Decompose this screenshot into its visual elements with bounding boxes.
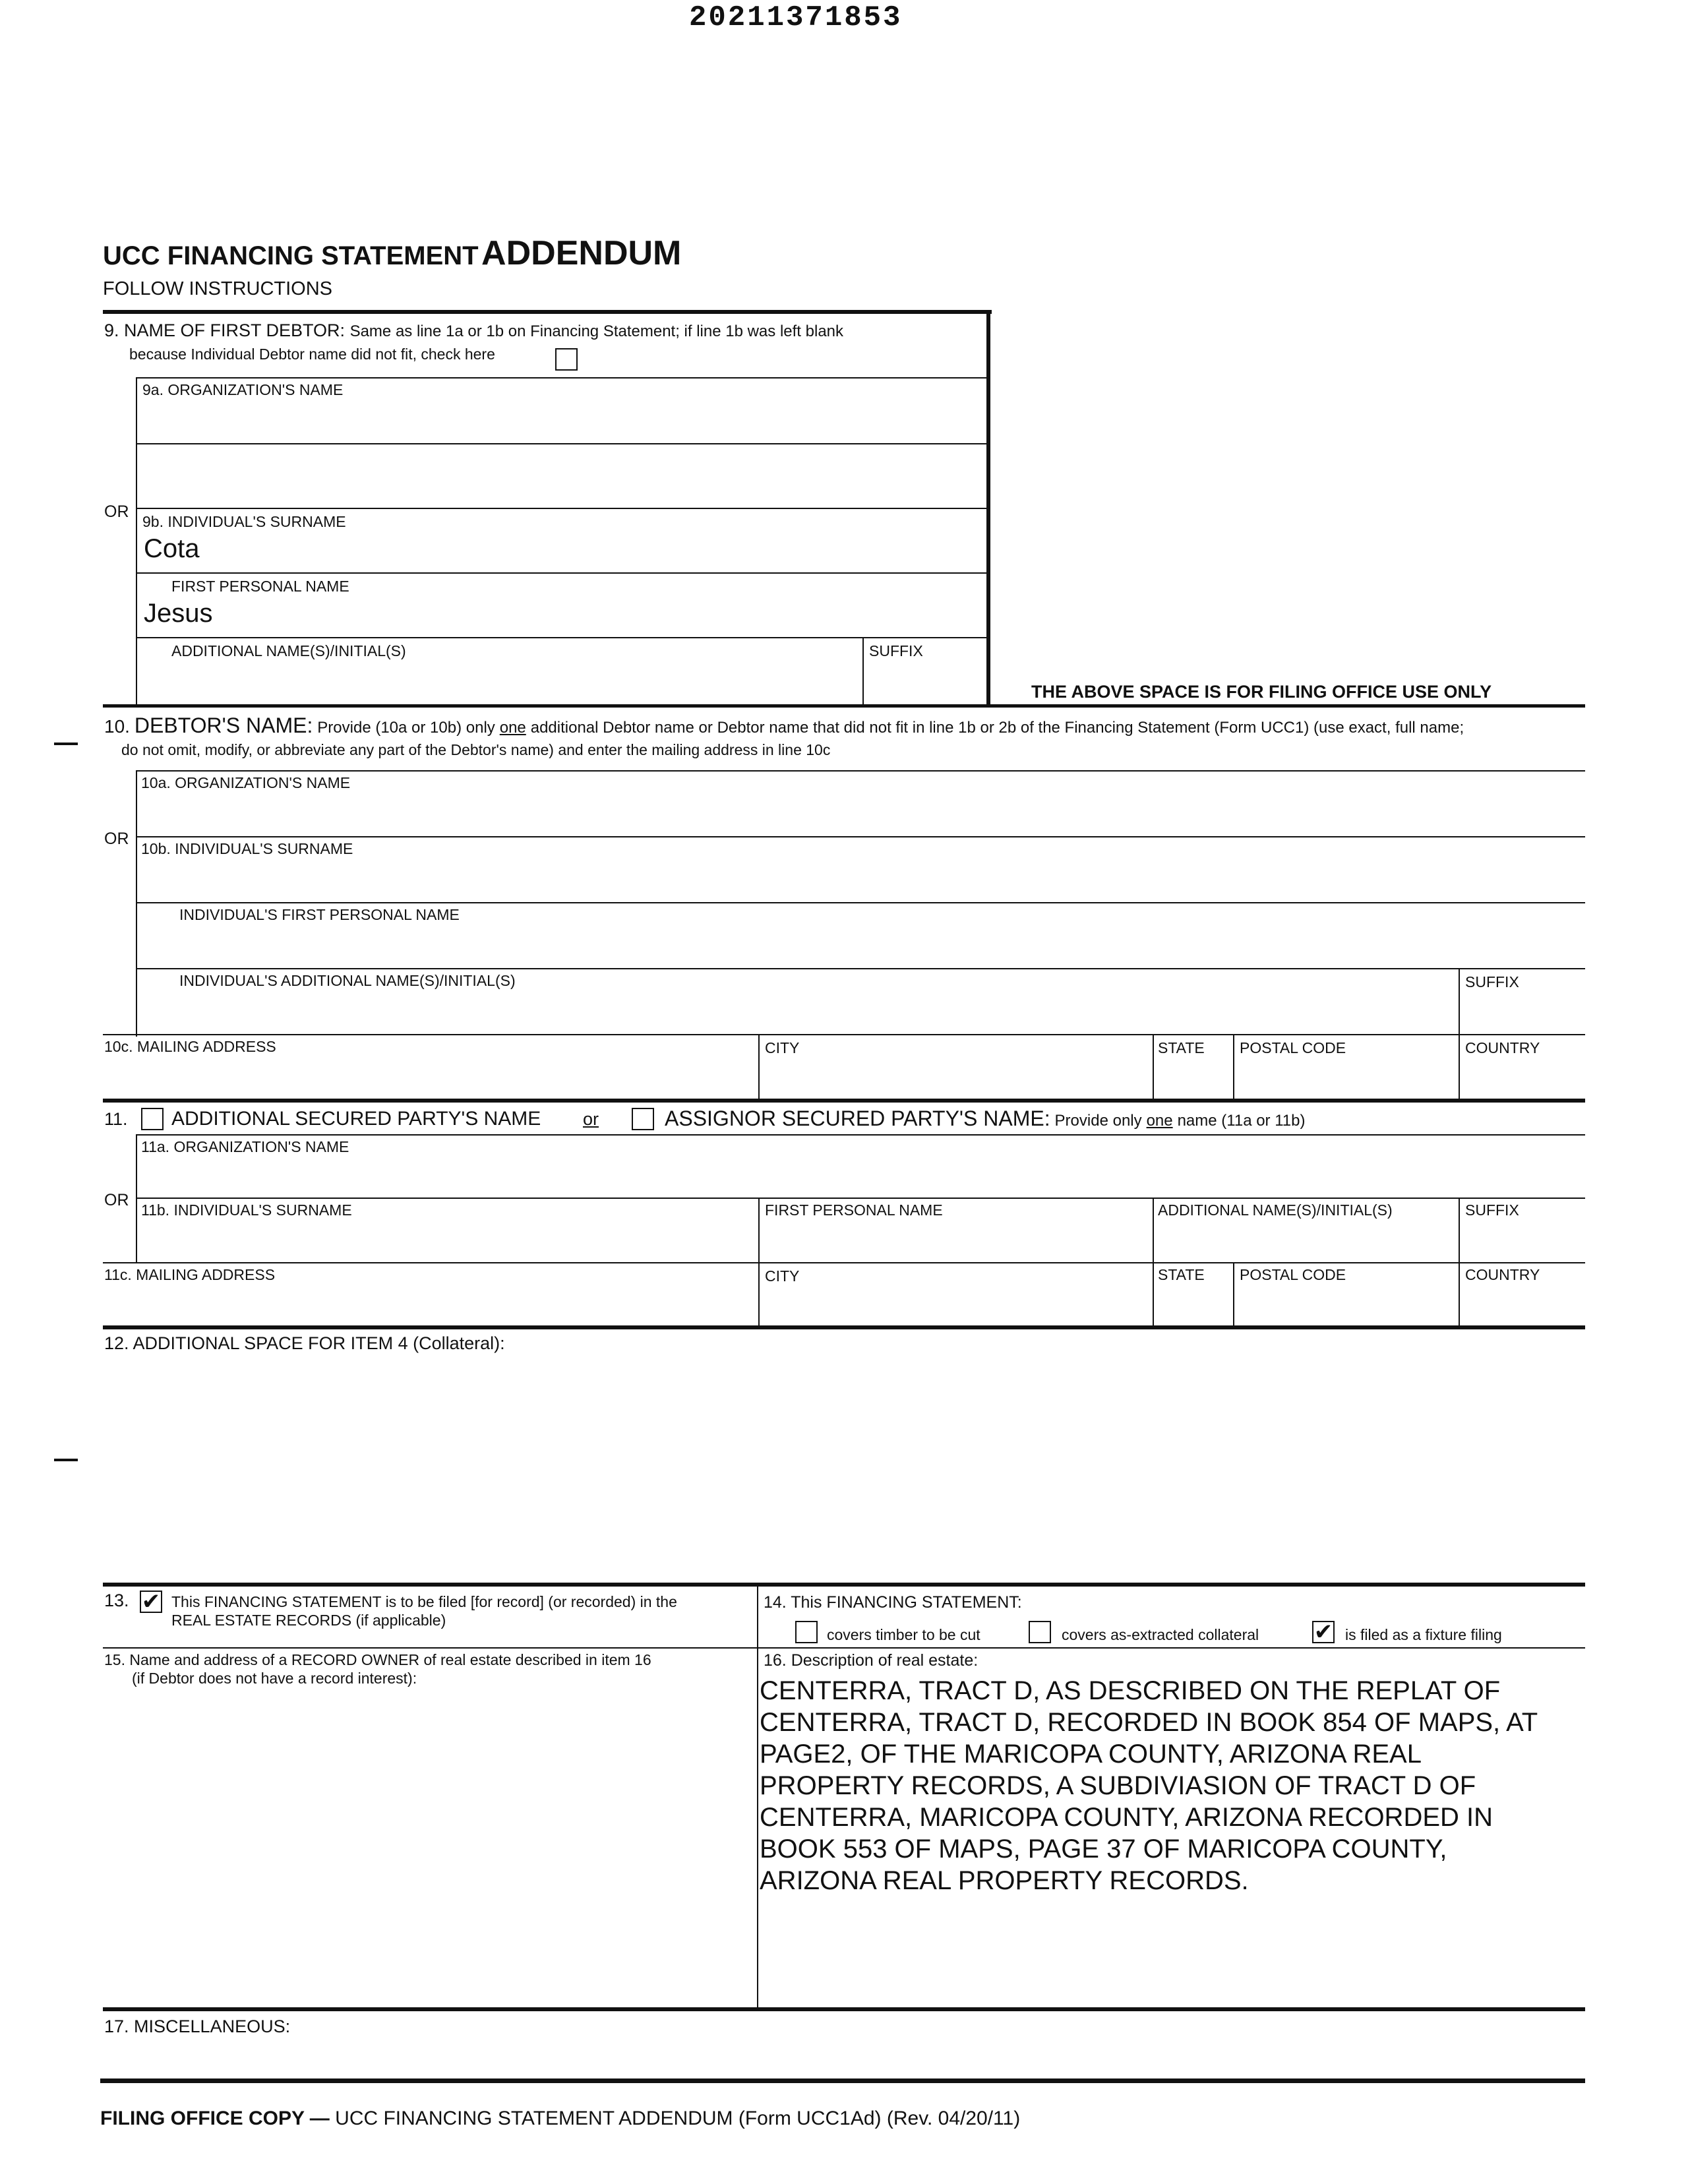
s17-label: 17. MISCELLANEOUS: [104, 2017, 291, 2036]
s14-timber-label: covers timber to be cut [827, 1626, 980, 1643]
s14-extracted-label: covers as-extracted collateral [1062, 1626, 1259, 1643]
s9-note2: because Individual Debtor name did not fit, check here [129, 346, 495, 363]
s11-first-label: FIRST PERSONAL NAME [765, 1201, 943, 1219]
s13-s14-divider [757, 1587, 758, 2009]
s11b-label: 11b. INDIVIDUAL'S SURNAME [141, 1201, 352, 1219]
s9-line-d [136, 572, 988, 574]
s10b-label: 10b. INDIVIDUAL'S SURNAME [141, 840, 353, 857]
s11-additional-label: ADDITIONAL SECURED PARTY'S NAME [171, 1108, 541, 1130]
s11-additional-name-label: ADDITIONAL NAME(S)/INITIAL(S) [1158, 1201, 1393, 1219]
s12-label: 12. ADDITIONAL SPACE FOR ITEM 4 (Collateral): [104, 1333, 505, 1353]
s13-top-border [103, 1583, 1585, 1587]
s10-city-label: CITY [765, 1039, 800, 1056]
s16-description-line: PROPERTY RECORDS, A SUBDIVIASION OF TRACT D OF [760, 1771, 1476, 1800]
s14-fixture-checkbox[interactable]: ✔ [1312, 1621, 1335, 1643]
s9-left-border [136, 377, 137, 706]
form-title-main: UCC FINANCING STATEMENT [103, 241, 479, 270]
s9b-surname-value: Cota [144, 534, 200, 563]
s14-fixture-label: is filed as a fixture filing [1345, 1626, 1502, 1643]
s11-line-a [136, 1134, 1585, 1136]
s11-city-label: CITY [765, 1267, 800, 1285]
s11-line-c [103, 1262, 1585, 1263]
s11-left-border [136, 1134, 137, 1263]
filing-office-note: THE ABOVE SPACE IS FOR FILING OFFICE USE ONLY [1031, 682, 1492, 702]
form-title-addendum: ADDENDUM [481, 234, 682, 272]
s11-num: 11. [104, 1109, 128, 1129]
s9-suffix-divider [862, 637, 864, 706]
s15-line2: (if Debtor does not have a record interest): [132, 1670, 417, 1687]
s10-suffix-label: SUFFIX [1465, 973, 1519, 990]
s16-label: 16. Description of real estate: [764, 1651, 979, 1670]
s11-postal-label: POSTAL CODE [1240, 1266, 1346, 1283]
s14-title: 14. This FINANCING STATEMENT: [764, 1593, 1022, 1612]
s11-postal-divider [1233, 1262, 1234, 1327]
s10-country-label: COUNTRY [1465, 1039, 1540, 1056]
s11-suffix-label: SUFFIX [1465, 1201, 1519, 1219]
s14-extracted-checkbox[interactable] [1029, 1621, 1051, 1643]
s16-description-line: ARIZONA REAL PROPERTY RECORDS. [760, 1866, 1249, 1895]
s11-or: or [583, 1109, 599, 1129]
s10-line-e [103, 1034, 1585, 1035]
s9-top-border [103, 310, 992, 314]
s9-line-c [136, 508, 988, 509]
s11a-label: 11a. ORGANIZATION'S NAME [141, 1138, 349, 1155]
s14-timber-checkbox[interactable] [795, 1621, 818, 1643]
s10-country-divider [1459, 1034, 1460, 1100]
s10-line-a [136, 770, 1585, 772]
s10-state-divider [1153, 1034, 1154, 1100]
s12-top-border [103, 1325, 1585, 1329]
s10-title: 10. DEBTOR'S NAME: Provide (10a or 10b) only one additional Debtor name or Debtor name that did not fit in line 1b or 2b of the Financing Statement (Form UCC1) (use exact, full name; [104, 713, 1464, 737]
s11-state-label: STATE [1158, 1266, 1205, 1283]
s9-first-value: Jesus [144, 599, 213, 628]
document-number: 20211371853 [689, 1, 903, 34]
s11-additional-checkbox[interactable] [141, 1108, 164, 1130]
s9-suffix-label: SUFFIX [869, 642, 923, 659]
s10-suffix-divider [1459, 968, 1460, 1037]
s10-or: OR [104, 830, 129, 848]
s10-note2: do not omit, modify, or abbreviate any part of the Debtor's name) and enter the mailing address in line 10c [121, 741, 831, 758]
s10-city-divider [758, 1034, 760, 1100]
s13-line1: This FINANCING STATEMENT is to be filed [for record] (or recorded) in the [171, 1593, 677, 1610]
s11-or-side: OR [104, 1191, 129, 1209]
s10-additional-label: INDIVIDUAL'S ADDITIONAL NAME(S)/INITIAL(S) [179, 972, 516, 989]
s9-additional-label: ADDITIONAL NAME(S)/INITIAL(S) [171, 642, 406, 659]
s9-line-a [136, 377, 988, 379]
s15-top-border [103, 1647, 1585, 1649]
s11-assignor-checkbox[interactable] [632, 1108, 654, 1130]
s13-num: 13. [104, 1591, 129, 1610]
s9b-label: 9b. INDIVIDUAL'S SURNAME [142, 513, 346, 530]
s16-description-line: CENTERRA, TRACT D, RECORDED IN BOOK 854 OF MAPS, AT [760, 1708, 1538, 1737]
s16-description-line: BOOK 553 OF MAPS, PAGE 37 OF MARICOPA COUNTY, [760, 1835, 1447, 1864]
s9-line-e [136, 637, 988, 638]
s16-description [760, 1675, 1538, 1896]
s10-state-label: STATE [1158, 1039, 1205, 1056]
s16-description-line: CENTERRA, MARICOPA COUNTY, ARIZONA RECORDED IN [760, 1803, 1493, 1832]
s16-description-line: PAGE2, OF THE MARICOPA COUNTY, ARIZONA REAL [760, 1740, 1422, 1769]
s11-top-border [103, 1099, 1585, 1103]
s11-country-label: COUNTRY [1465, 1266, 1540, 1283]
s15-line1: 15. Name and address of a RECORD OWNER of real estate described in item 16 [104, 1651, 651, 1668]
s10c-label: 10c. MAILING ADDRESS [104, 1038, 276, 1055]
s10-left-border [136, 770, 137, 1037]
footer-top-border [100, 2078, 1585, 2083]
s10-line-b [136, 836, 1585, 837]
s11-assignor-label: ASSIGNOR SECURED PARTY'S NAME: Provide only one name (11a or 11b) [665, 1107, 1306, 1130]
form-title [103, 233, 681, 273]
s13-checkbox[interactable]: ✔ [140, 1591, 162, 1613]
s11c-label: 11c. MAILING ADDRESS [104, 1266, 276, 1283]
s11-line-b [136, 1198, 1585, 1199]
s10-line-c [136, 902, 1585, 903]
s9-checkbox[interactable] [555, 348, 578, 371]
s9-or: OR [104, 502, 129, 521]
s16-description-line: CENTERRA, TRACT D, AS DESCRIBED ON THE REPLAT OF [760, 1676, 1501, 1705]
s9a-label: 9a. ORGANIZATION'S NAME [142, 381, 344, 398]
s10-top-border [103, 704, 1585, 708]
footer-text: FILING OFFICE COPY — UCC FINANCING STATEMENT ADDENDUM (Form UCC1Ad) (Rev. 04/20/11) [100, 2108, 1021, 2129]
s9-line-b [136, 443, 988, 444]
margin-mark-2 [54, 1459, 78, 1461]
s10-line-d [136, 968, 1585, 969]
s10-postal-divider [1233, 1034, 1234, 1100]
s10a-label: 10a. ORGANIZATION'S NAME [141, 774, 351, 791]
s13-line2: REAL ESTATE RECORDS (if applicable) [171, 1612, 446, 1629]
follow-instructions: FOLLOW INSTRUCTIONS [103, 278, 333, 299]
s10-postal-label: POSTAL CODE [1240, 1039, 1346, 1056]
margin-mark-1 [54, 743, 78, 745]
s10-first-label: INDIVIDUAL'S FIRST PERSONAL NAME [179, 906, 460, 923]
s17-top-border [103, 2007, 1585, 2011]
s9-first-label: FIRST PERSONAL NAME [171, 578, 349, 595]
s9-title: 9. NAME OF FIRST DEBTOR: Same as line 1a or 1b on Financing Statement; if line 1b was left blank [104, 320, 844, 340]
